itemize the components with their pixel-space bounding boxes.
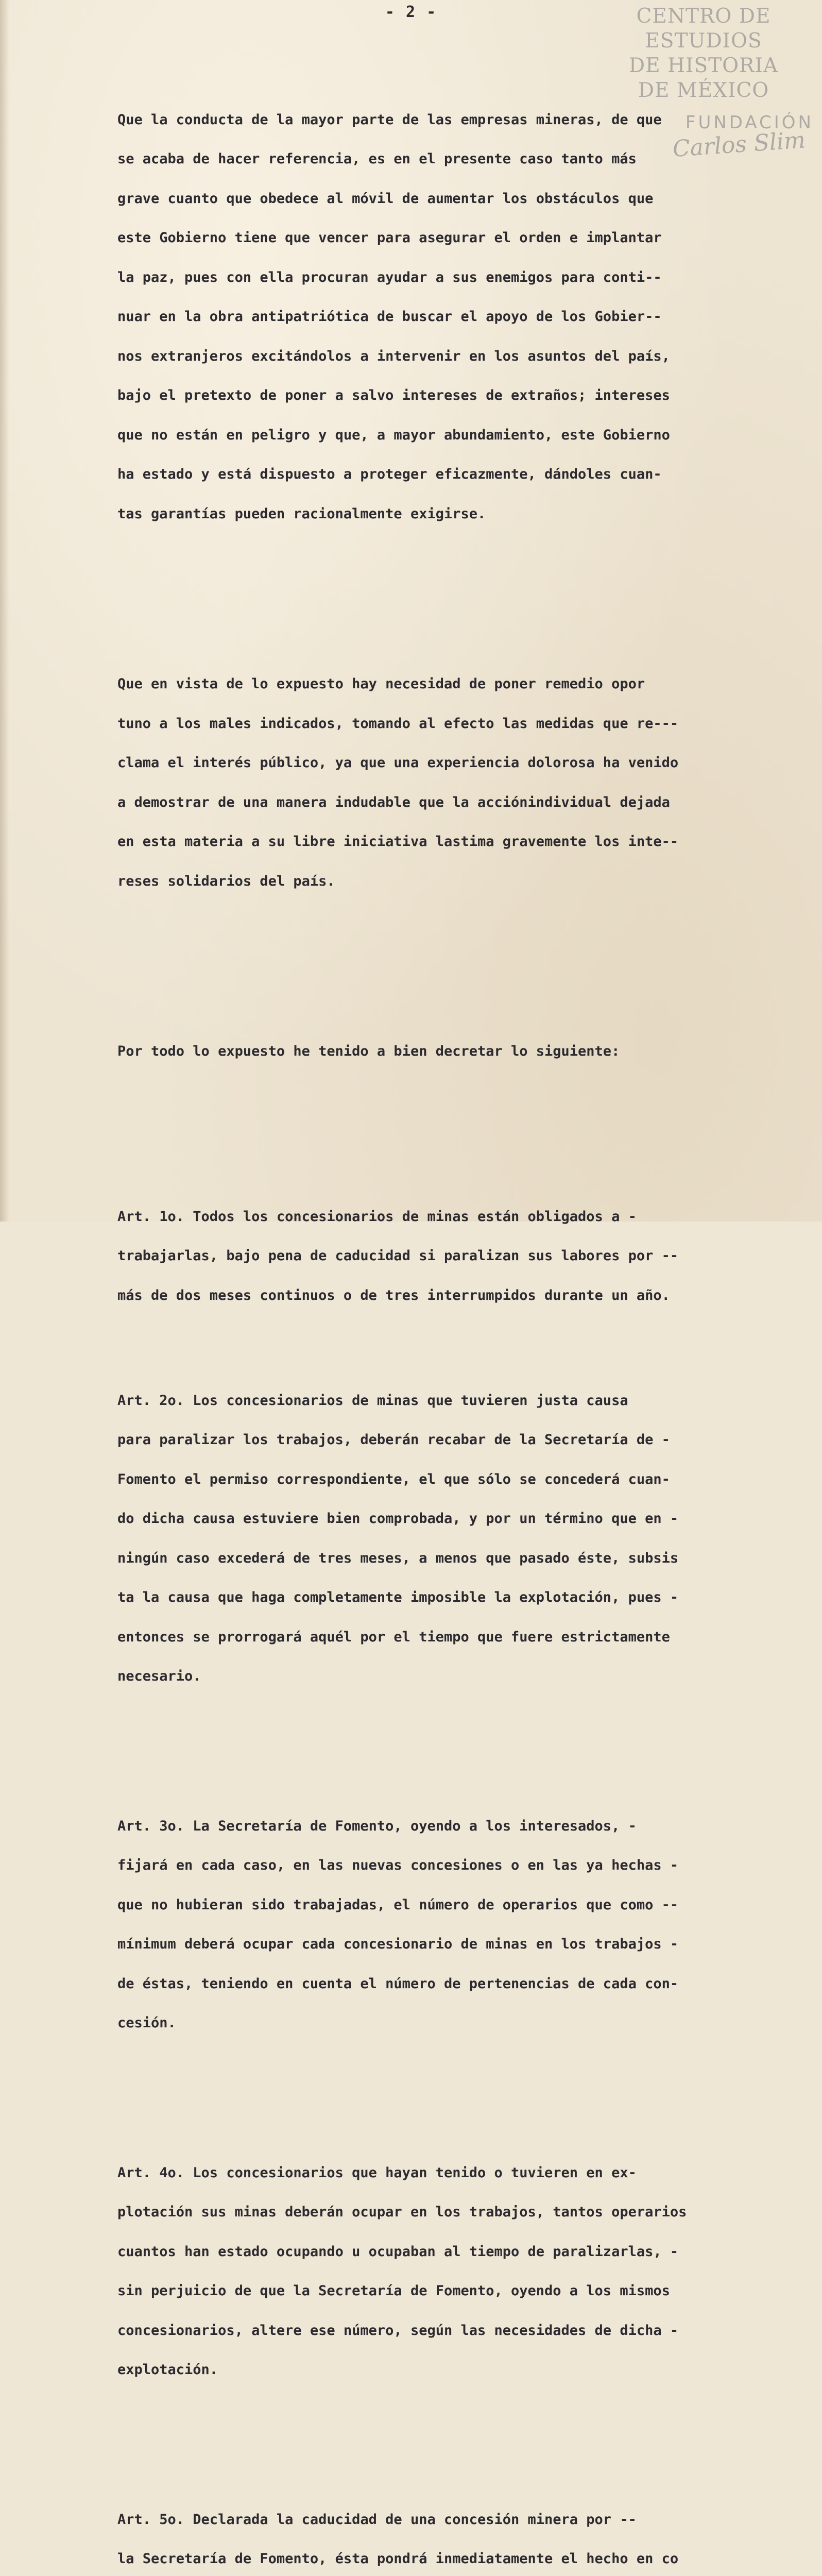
- text-line: bajo el pretexto de poner a salvo intereses de extraños; intereses: [117, 389, 782, 402]
- watermark-signature: Carlos Slim: [590, 126, 817, 168]
- text-line: la paz, pues con ella procuran ayudar a sus enemigos para conti--: [117, 271, 782, 284]
- article-5: [117, 2487, 782, 2576]
- watermark-line-1: CENTRO DE: [590, 4, 817, 29]
- article-2: [117, 1368, 782, 1709]
- paper-edge-shadow: [0, 0, 9, 1222]
- text-line: Que en vista de lo expuesto hay necesidad de poner remedio opor: [117, 677, 782, 691]
- text-line: Fomento el permiso correspondiente, el que sólo se concederá cuan-: [117, 1473, 782, 1486]
- text-line: se acaba de hacer referencia, es en el presente caso tanto más: [117, 152, 782, 166]
- text-line: Art. 3o. La Secretaría de Fomento, oyendo a los interesados, -: [117, 1820, 782, 1833]
- text-line: la Secretaría de Fomento, ésta pondrá inmediatamente el hecho en co: [117, 2552, 782, 2566]
- text-line: para paralizar los trabajos, deberán recabar de la Secretaría de -: [117, 1433, 782, 1447]
- article-4: [117, 2140, 782, 2403]
- text-line: Art. 2o. Los concesionarios de minas que tuvieren justa causa: [117, 1394, 782, 1408]
- paragraph-considerando-1: [117, 87, 782, 547]
- text-line: Art. 1o. Todos los concesionarios de minas están obligados a -: [117, 1210, 782, 1224]
- text-line: clama el interés público, ya que una experiencia dolorosa ha venido: [117, 756, 782, 770]
- text-line: cesión.: [117, 2016, 782, 2030]
- text-line: necesario.: [117, 1670, 782, 1683]
- article-3: [117, 1793, 782, 2056]
- text-line: concesionarios, altere ese número, según las necesidades de dicha -: [117, 2324, 782, 2337]
- text-line: ningún caso excederá de tres meses, a menos que pasado éste, subsis: [117, 1552, 782, 1565]
- text-line: plotación sus minas deberán ocupar en los trabajos, tantos operarios: [117, 2206, 782, 2219]
- text-line: mínimum deberá ocupar cada concesionario de minas en los trabajos -: [117, 1938, 782, 1951]
- text-line: Que la conducta de la mayor parte de las empresas mineras, de que: [117, 113, 782, 127]
- text-line: más de dos meses continuos o de tres interrumpidos durante un año.: [117, 1289, 782, 1302]
- text-line: cuantos han estado ocupando u ocupaban al tiempo de paralizarlas, -: [117, 2245, 782, 2259]
- text-line: que no hubieran sido trabajadas, el número de operarios que como --: [117, 1899, 782, 1912]
- text-line: a demostrar de una manera indudable que la acciónindividual dejada: [117, 796, 782, 809]
- text-line: ta la causa que haga completamente imposible la explotación, pues -: [117, 1591, 782, 1604]
- text-line: Art. 4o. Los concesionarios que hayan tenido o tuvieren en ex-: [117, 2166, 782, 2180]
- text-line: que no están en peligro y que, a mayor abundamiento, este Gobierno: [117, 429, 782, 442]
- text-line: sin perjuicio de que la Secretaría de Fomento, oyendo a los mismos: [117, 2284, 782, 2298]
- text-line: Art. 5o. Declarada la caducidad de una concesión minera por --: [117, 2513, 782, 2527]
- text-line: en esta materia a su libre iniciativa lastima gravemente los inte--: [117, 835, 782, 849]
- text-line: entonces se prorrogará aquél por el tiempo que fuere estrictamente: [117, 1631, 782, 1644]
- text-line: nuar en la obra antipatriótica de buscar el apoyo de los Gobier--: [117, 310, 782, 324]
- paragraph-decreto-intro: [117, 1019, 782, 1084]
- page-number: - 2 -: [0, 3, 822, 21]
- text-line: nos extranjeros excitándolos a intervenir en los asuntos del país,: [117, 350, 782, 363]
- text-line: ha estado y está dispuesto a proteger eficazmente, dándoles cuan-: [117, 468, 782, 481]
- text-line: reses solidarios del país.: [117, 875, 782, 888]
- text-line: este Gobierno tiene que vencer para asegurar el orden e implantar: [117, 231, 782, 245]
- watermark-line-4: DE MÉXICO: [590, 78, 817, 103]
- document-body: [117, 47, 782, 2576]
- text-line: tuno a los males indicados, tomando al efecto las medidas que re---: [117, 717, 782, 731]
- paragraph-considerando-2: [117, 651, 782, 914]
- article-1: [117, 1184, 782, 1329]
- text-line: tas garantías pueden racionalmente exigirse.: [117, 507, 782, 521]
- text-line: de éstas, teniendo en cuenta el número de pertenencias de cada con-: [117, 1977, 782, 1991]
- text-line: grave cuanto que obedece al móvil de aumentar los obstáculos que: [117, 192, 782, 206]
- watermark-foundation: FUNDACIÓN: [590, 112, 817, 133]
- watermark-line-3: DE HISTORIA: [590, 54, 817, 78]
- text-line: explotación.: [117, 2363, 782, 2377]
- text-line: trabajarlas, bajo pena de caducidad si paralizan sus labores por --: [117, 1249, 782, 1263]
- text-line: fijará en cada caso, en las nuevas concesiones o en las ya hechas -: [117, 1859, 782, 1872]
- text-line: Por todo lo expuesto he tenido a bien decretar lo siguiente:: [117, 1045, 782, 1058]
- watermark-line-2: ESTUDIOS: [590, 29, 817, 54]
- text-line: do dicha causa estuviere bien comprobada, y por un término que en -: [117, 1512, 782, 1526]
